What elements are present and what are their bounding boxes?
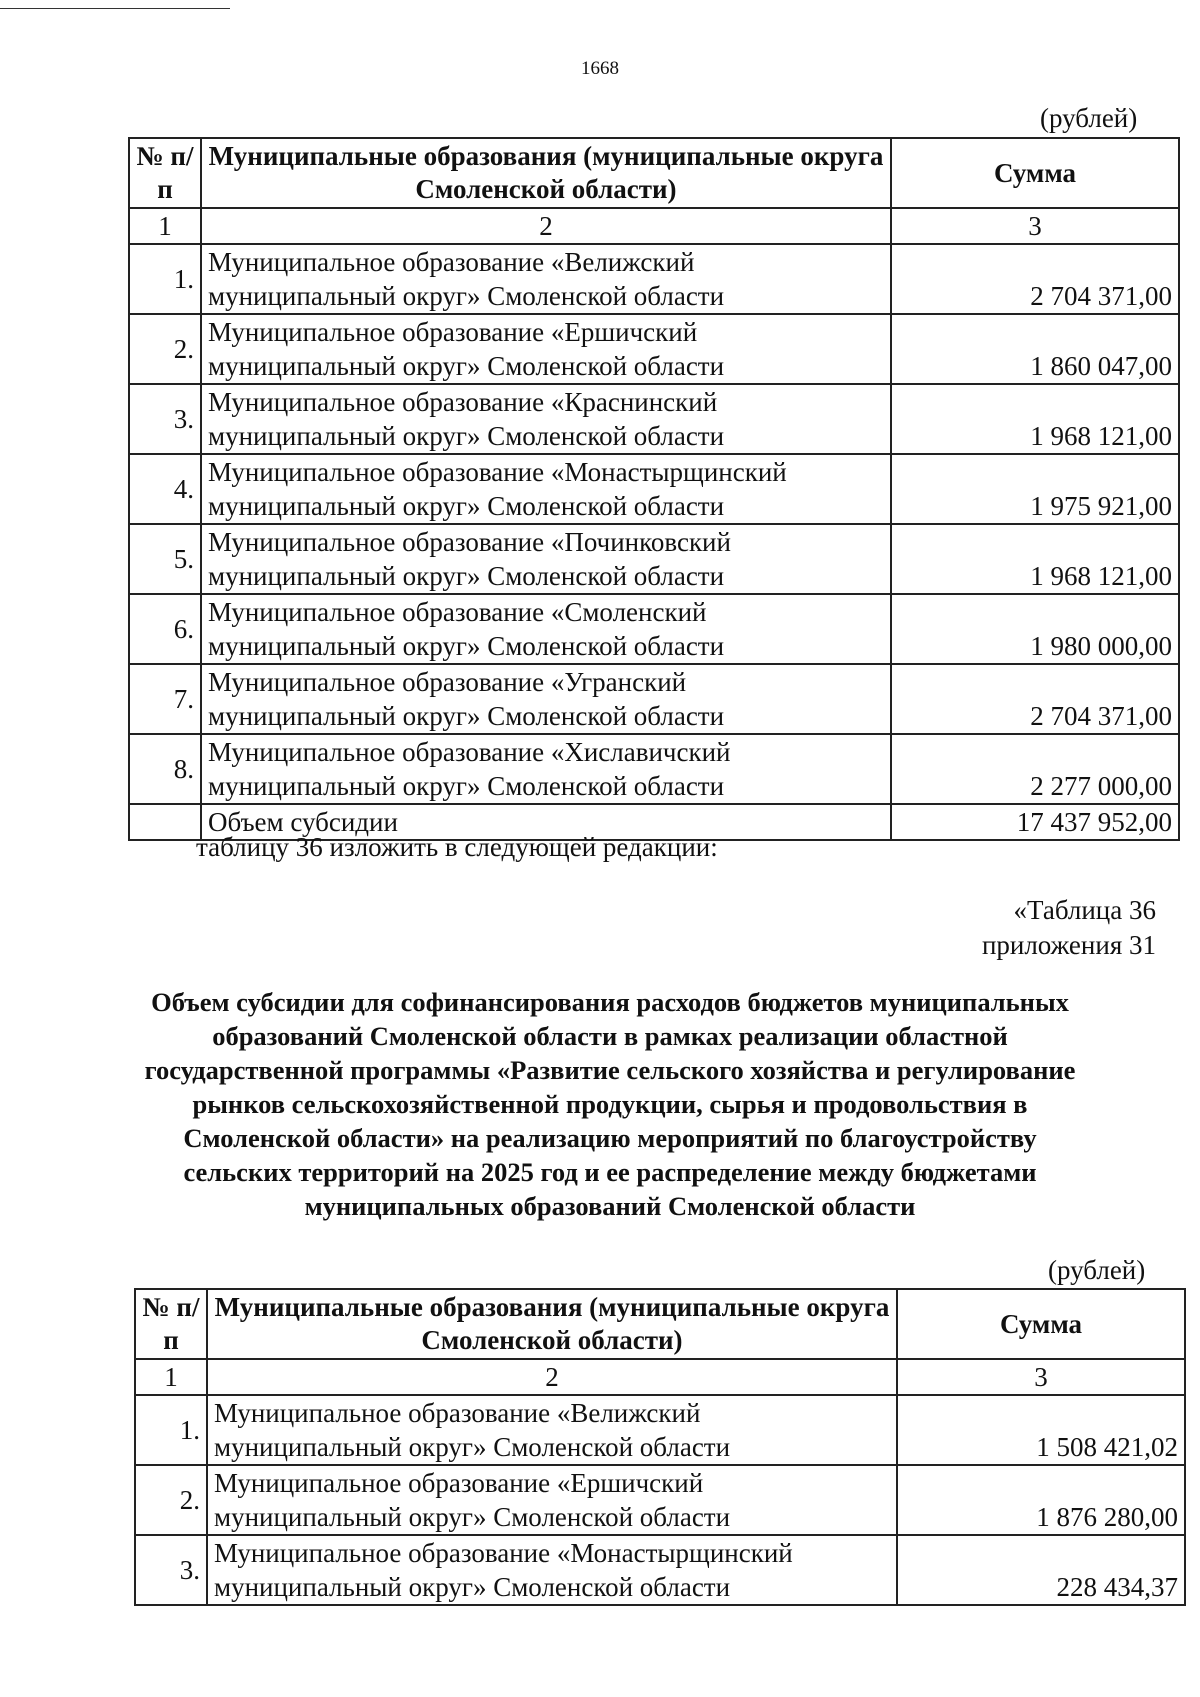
row-name-line1: Муниципальное образование «Смоленский bbox=[208, 597, 707, 627]
table1 bbox=[128, 137, 1180, 841]
row-sum: 1 980 000,00 bbox=[891, 594, 1179, 664]
row-name-line2: муниципальный округ» Смоленской области bbox=[214, 1572, 731, 1602]
row-name-line2: муниципальный округ» Смоленской области bbox=[214, 1502, 731, 1532]
table-row bbox=[129, 664, 1179, 734]
row-name-line2: муниципальный округ» Смоленской области bbox=[208, 771, 725, 801]
title-line: муниципальных образований Смоленской области bbox=[304, 1191, 916, 1221]
total-label: Объем субсидии bbox=[201, 804, 891, 840]
row-sum: 1 975 921,00 bbox=[891, 454, 1179, 524]
table2 bbox=[134, 1288, 1186, 1606]
row-sum: 1 876 280,00 bbox=[897, 1465, 1185, 1535]
row-number: 5. bbox=[129, 524, 201, 594]
table2-index-1: 1 bbox=[135, 1359, 207, 1395]
title-line: рынков сельскохозяйственной продукции, сырья и продовольствия в bbox=[192, 1089, 1028, 1119]
row-number: 1. bbox=[135, 1395, 207, 1465]
row-number: 2. bbox=[135, 1465, 207, 1535]
table-row bbox=[135, 1395, 1185, 1465]
table1-header-sum: Сумма bbox=[891, 138, 1179, 208]
table2-index-2: 2 bbox=[207, 1359, 897, 1395]
page-number: 1668 bbox=[581, 58, 619, 79]
row-sum: 1 968 121,00 bbox=[891, 524, 1179, 594]
row-name-line2: муниципальный округ» Смоленской области bbox=[208, 701, 725, 731]
row-number: 6. bbox=[129, 594, 201, 664]
row-name bbox=[207, 1465, 897, 1535]
table2-header-num: № п/п bbox=[135, 1289, 207, 1359]
table-row bbox=[135, 1465, 1185, 1535]
table-reference bbox=[982, 893, 1156, 963]
table-row bbox=[129, 594, 1179, 664]
document-title bbox=[100, 985, 1120, 1223]
row-name bbox=[201, 734, 891, 804]
table-row bbox=[129, 734, 1179, 804]
table1-index-row bbox=[129, 208, 1179, 244]
table-reference-line2: приложения 31 bbox=[981, 930, 1156, 960]
table2-header-row bbox=[135, 1289, 1185, 1359]
table1-index-1: 1 bbox=[129, 208, 201, 244]
table-reference-line1: «Таблица 36 bbox=[1013, 895, 1156, 925]
row-sum: 1 508 421,02 bbox=[897, 1395, 1185, 1465]
row-name-line1: Муниципальное образование «Хиславичский bbox=[208, 737, 731, 767]
table-row bbox=[129, 454, 1179, 524]
table1-unit: (рублей) bbox=[1040, 103, 1138, 133]
row-number: 1. bbox=[129, 244, 201, 314]
row-sum: 228 434,37 bbox=[897, 1535, 1185, 1605]
row-name bbox=[201, 524, 891, 594]
row-number: 3. bbox=[129, 384, 201, 454]
table-row bbox=[129, 244, 1179, 314]
row-name-line2: муниципальный округ» Смоленской области bbox=[214, 1432, 731, 1462]
title-line: Смоленской области» на реализацию мероприятий по благоустройству bbox=[183, 1123, 1037, 1153]
row-name-line2: муниципальный округ» Смоленской области bbox=[208, 631, 725, 661]
row-name-line1: Муниципальное образование «Монастырщинский bbox=[208, 457, 787, 487]
row-sum: 2 704 371,00 bbox=[891, 664, 1179, 734]
row-name-line1: Муниципальное образование «Угранский bbox=[208, 667, 687, 697]
table-row bbox=[129, 314, 1179, 384]
row-name-line2: муниципальный округ» Смоленской области bbox=[208, 421, 725, 451]
table1-header-num: № п/п bbox=[129, 138, 201, 208]
row-number: 8. bbox=[129, 734, 201, 804]
row-name-line1: Муниципальное образование «Ершичский bbox=[214, 1468, 704, 1498]
row-name bbox=[201, 244, 891, 314]
table2-header-name: Муниципальные образования (муниципальные округа Смоленской области) bbox=[207, 1289, 897, 1359]
row-number: 2. bbox=[129, 314, 201, 384]
row-name-line1: Муниципальное образование «Краснинский bbox=[208, 387, 718, 417]
row-name-line1: Муниципальное образование «Велижский bbox=[208, 247, 695, 277]
row-name-line1: Муниципальное образование «Починковский bbox=[208, 527, 731, 557]
table-row bbox=[135, 1535, 1185, 1605]
table2-header-sum: Сумма bbox=[897, 1289, 1185, 1359]
row-sum: 2 704 371,00 bbox=[891, 244, 1179, 314]
row-number: 4. bbox=[129, 454, 201, 524]
instruction-text: таблицу 36 изложить в следующей редакции: bbox=[196, 832, 718, 862]
table1-header-row bbox=[129, 138, 1179, 208]
row-sum: 1 968 121,00 bbox=[891, 384, 1179, 454]
title-line: сельских территорий на 2025 год и ее распределение между бюджетами bbox=[183, 1157, 1037, 1187]
row-sum: 1 860 047,00 bbox=[891, 314, 1179, 384]
row-sum: 2 277 000,00 bbox=[891, 734, 1179, 804]
title-line: образований Смоленской области в рамках реализации областной bbox=[212, 1021, 1008, 1051]
row-name bbox=[201, 384, 891, 454]
table2-index-3: 3 bbox=[897, 1359, 1185, 1395]
row-name bbox=[201, 454, 891, 524]
table2-index-row bbox=[135, 1359, 1185, 1395]
table1-header-name: Муниципальные образования (муниципальные округа Смоленской области) bbox=[201, 138, 891, 208]
table-row bbox=[129, 384, 1179, 454]
row-number: 7. bbox=[129, 664, 201, 734]
row-number: 3. bbox=[135, 1535, 207, 1605]
row-name bbox=[201, 664, 891, 734]
total-sum: 17 437 952,00 bbox=[891, 804, 1179, 840]
row-name-line2: муниципальный округ» Смоленской области bbox=[208, 281, 725, 311]
row-name-line2: муниципальный округ» Смоленской области bbox=[208, 561, 725, 591]
row-name-line1: Муниципальное образование «Велижский bbox=[214, 1398, 701, 1428]
table1-index-3: 3 bbox=[891, 208, 1179, 244]
table2-unit: (рублей) bbox=[1048, 1255, 1146, 1285]
row-name-line2: муниципальный округ» Смоленской области bbox=[208, 351, 725, 381]
row-name-line2: муниципальный округ» Смоленской области bbox=[208, 491, 725, 521]
row-name bbox=[207, 1535, 897, 1605]
row-name bbox=[201, 594, 891, 664]
top-rule bbox=[0, 8, 230, 9]
total-number-empty bbox=[129, 804, 201, 840]
row-name-line1: Муниципальное образование «Монастырщинский bbox=[214, 1538, 793, 1568]
title-line: Объем субсидии для софинансирования расходов бюджетов муниципальных bbox=[151, 987, 1069, 1017]
row-name bbox=[207, 1395, 897, 1465]
title-line: государственной программы «Развитие сельского хозяйства и регулирование bbox=[144, 1055, 1076, 1085]
table-row bbox=[129, 524, 1179, 594]
table1-index-2: 2 bbox=[201, 208, 891, 244]
row-name-line1: Муниципальное образование «Ершичский bbox=[208, 317, 698, 347]
row-name bbox=[201, 314, 891, 384]
